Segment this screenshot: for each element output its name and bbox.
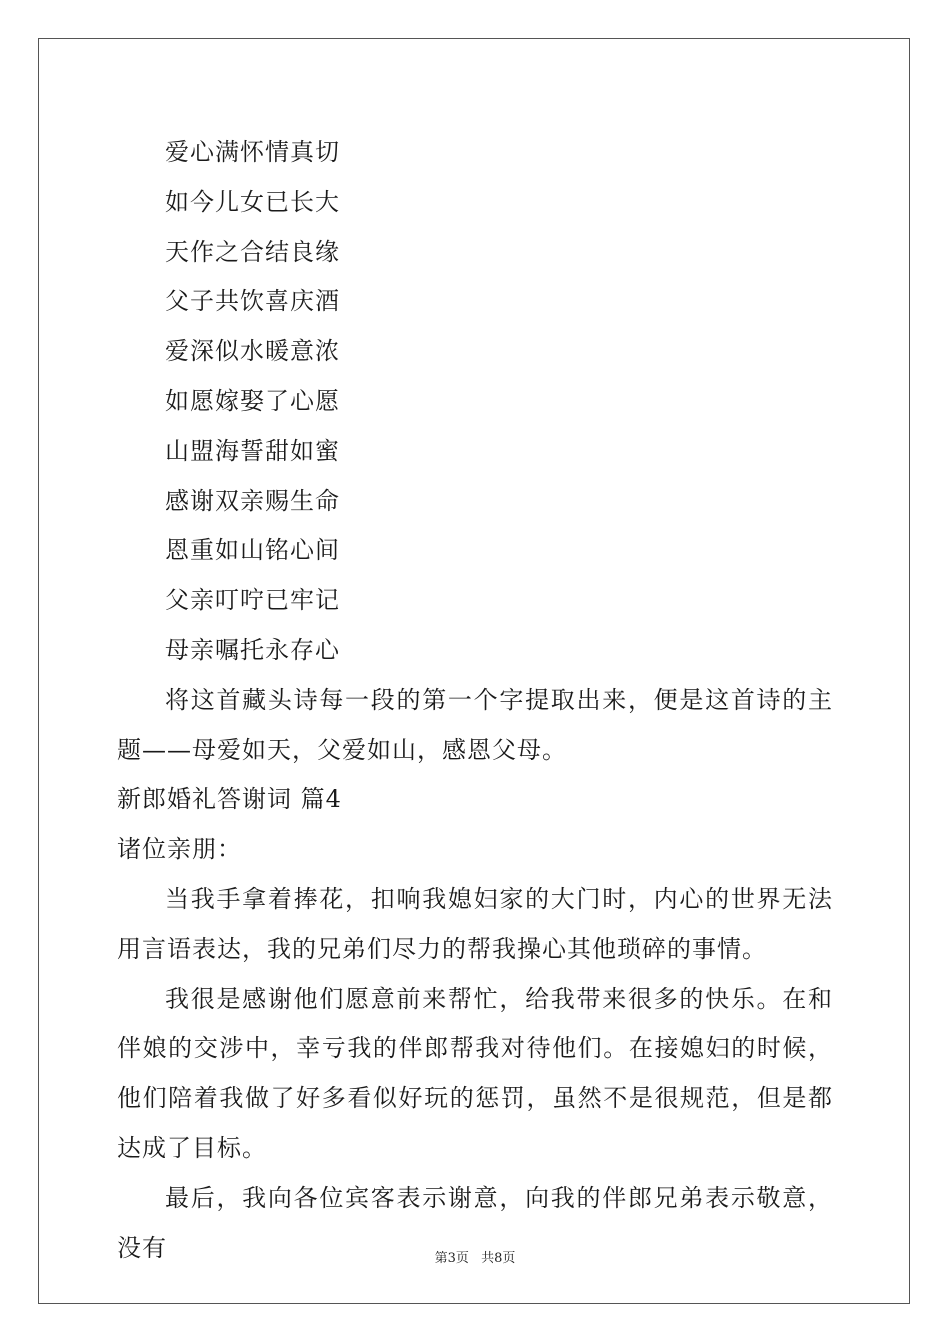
poem-line: 父亲叮咛已牢记 [165, 586, 340, 615]
body-paragraph: 最后，我向各位宾客表示谢意，向我的伴郎兄弟表示敬意，没有 [117, 1183, 833, 1262]
page-footer [0, 1247, 950, 1266]
poem-line: 如愿嫁娶了心愿 [165, 386, 340, 415]
page-number-current: 第3页 [434, 1251, 469, 1266]
page-number-total: 共8页 [481, 1251, 516, 1266]
salutation: 诸位亲朋： [117, 835, 242, 864]
section-heading: 新郎婚礼答谢词 篇4 [117, 785, 342, 814]
poem-line: 爱深似水暖意浓 [165, 337, 340, 366]
poem-line: 天作之合结良缘 [165, 237, 340, 266]
summary-paragraph: 将这首藏头诗每一段的第一个字提取出来，便是这首诗的主题——母爱如天，父爱如山，感恩父母。 [117, 685, 833, 764]
body-paragraph: 当我手拿着捧花，扣响我媳妇家的大门时，内心的世界无法用言语表达，我的兄弟们尽力的帮我操心其他琐碎的事情。 [117, 884, 833, 963]
document-body [117, 128, 833, 1273]
poem-line: 父子共饮喜庆酒 [165, 287, 340, 316]
poem-line: 感谢双亲赐生命 [165, 486, 340, 515]
poem-line: 恩重如山铭心间 [165, 536, 340, 565]
poem-line: 母亲嘱托永存心 [165, 635, 340, 664]
body-paragraph: 我很是感谢他们愿意前来帮忙，给我带来很多的快乐。在和伴娘的交涉中，幸亏我的伴郎帮我对待他们。在接媳妇的时候，他们陪着我做了好多看似好玩的惩罚，虽然不是很规范，但是都达成了目标。 [117, 984, 833, 1162]
poem-line: 如今儿女已长大 [165, 187, 340, 216]
poem-line: 山盟海誓甜如蜜 [165, 436, 340, 465]
poem-line: 爱心满怀情真切 [165, 138, 340, 166]
